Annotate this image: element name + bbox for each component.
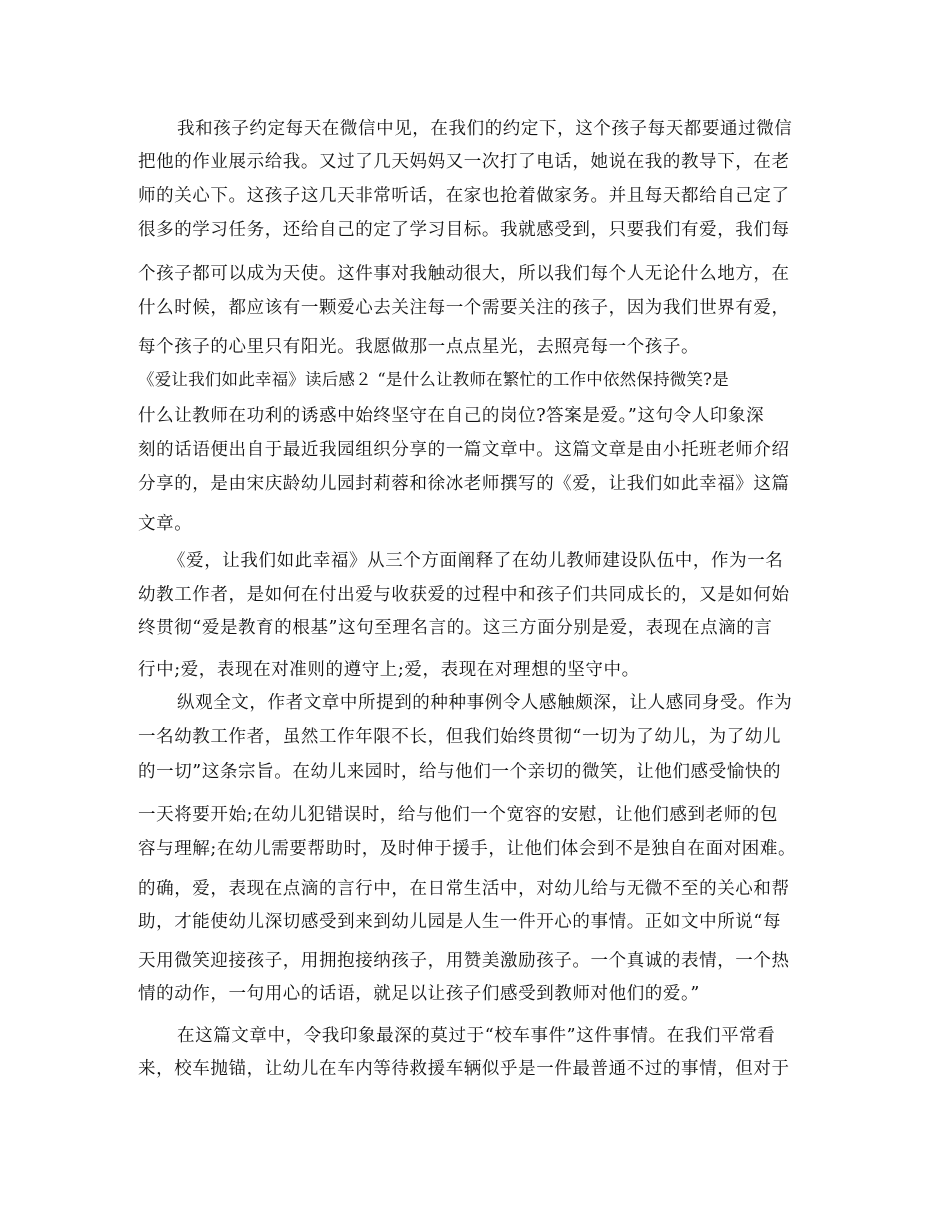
text-line: 纵观全文，作者文章中所提到的种种事例令人感触颇深，让人感同身受。作为 [177, 693, 793, 713]
text-line: 终贯彻“爱是教育的根基”这句至理名言的。这三方面分别是爱，表现在点滴的言 [138, 618, 773, 638]
text-line: 文章。 [138, 514, 193, 534]
text-line: 行中;爱，表现在对准则的遵守上;爱，表现在对理想的坚守中。 [138, 660, 640, 680]
text-line: 分享的，是由宋庆龄幼儿园封莉蓉和徐冰老师撰写的《爱，让我们如此幸福》这篇 [138, 474, 790, 494]
text-line: 把他的作业展示给我。又过了几天妈妈又一次打了电话，她说在我的教导下，在老 [138, 152, 790, 172]
text-line: 一天将要开始;在幼儿犯错误时，给与他们一个宽容的安慰，让他们感到老师的包 [138, 805, 778, 825]
text-line: 容与理解;在幼儿需要帮助时，及时伸于援手，让他们体会到不是独自在面对困难。 [138, 839, 797, 859]
text-line: 助，才能使幼儿深切感受到来到幼儿园是人生一件开心的事情。正如文中所说“每 [138, 912, 782, 932]
text-line: 天用微笑迎接孩子，用拥抱接纳孩子，用赞美激励孩子。一个真诚的表情，一个热 [138, 951, 790, 971]
text-line: 师的关心下。这孩子这几天非常听话，在家也抢着做家务。并且每天都给自己定了 [138, 186, 790, 206]
text-line: 情的动作，一句用心的话语，就足以让孩子们感受到教师对他们的爱。” [138, 984, 700, 1004]
text-line: 我和孩子约定每天在微信中见，在我们的约定下，这个孩子每天都要通过微信 [177, 119, 793, 139]
text-line: 来，校车抛锚，让幼儿在车内等待救援车辆似乎是一件最普通不过的事情，但对于 [138, 1059, 790, 1079]
text-line: 一名幼教工作者，虽然工作年限不长，但我们始终贯彻“一切为了幼儿，为了幼儿 [138, 727, 782, 747]
text-line: 幼教工作者，是如何在付出爱与收获爱的过程中和孩子们共同成长的，又是如何始 [138, 585, 790, 605]
text-line: 很多的学习任务，还给自己的定了学习目标。我就感受到，只要我们有爱，我们每 [138, 220, 790, 240]
text-line: 在这篇文章中，令我印象最深的莫过于“校车事件”这件事情。在我们平常看 [177, 1026, 776, 1046]
text-line: 什么时候，都应该有一颗爱心去关注每一个需要关注的孩子，因为我们世界有爱， [138, 298, 790, 318]
text-line: 每个孩子的心里只有阳光。我愿做那一点点星光，去照亮每一个孩子。 [138, 337, 700, 357]
text-line: 的确，爱，表现在点滴的言行中，在日常生活中，对幼儿给与无微不至的关心和帮 [138, 879, 790, 899]
text-line: 的一切”这条宗旨。在幼儿来园时，给与他们一个亲切的微笑，让他们感受愉快的 [138, 762, 782, 782]
text-line: 什么让教师在功利的诱惑中始终坚守在自己的岗位?答案是爱。”这句令人印象深 [138, 406, 765, 426]
text-line: 刻的话语便出自于最近我园组织分享的一篇文章中。这篇文章是由小托班老师介绍 [138, 440, 790, 460]
essay-title-line: 《爱让我们如此幸福》读后感２ “是什么让教师在繁忙的工作中依然保持微笑?是 [138, 370, 729, 389]
text-line: 个孩子都可以成为天使。这件事对我触动很大，所以我们每个人无论什么地方，在 [138, 264, 790, 284]
text-line: 《爱，让我们如此幸福》从三个方面阐释了在幼儿教师建设队伍中，作为一名 [168, 551, 784, 571]
